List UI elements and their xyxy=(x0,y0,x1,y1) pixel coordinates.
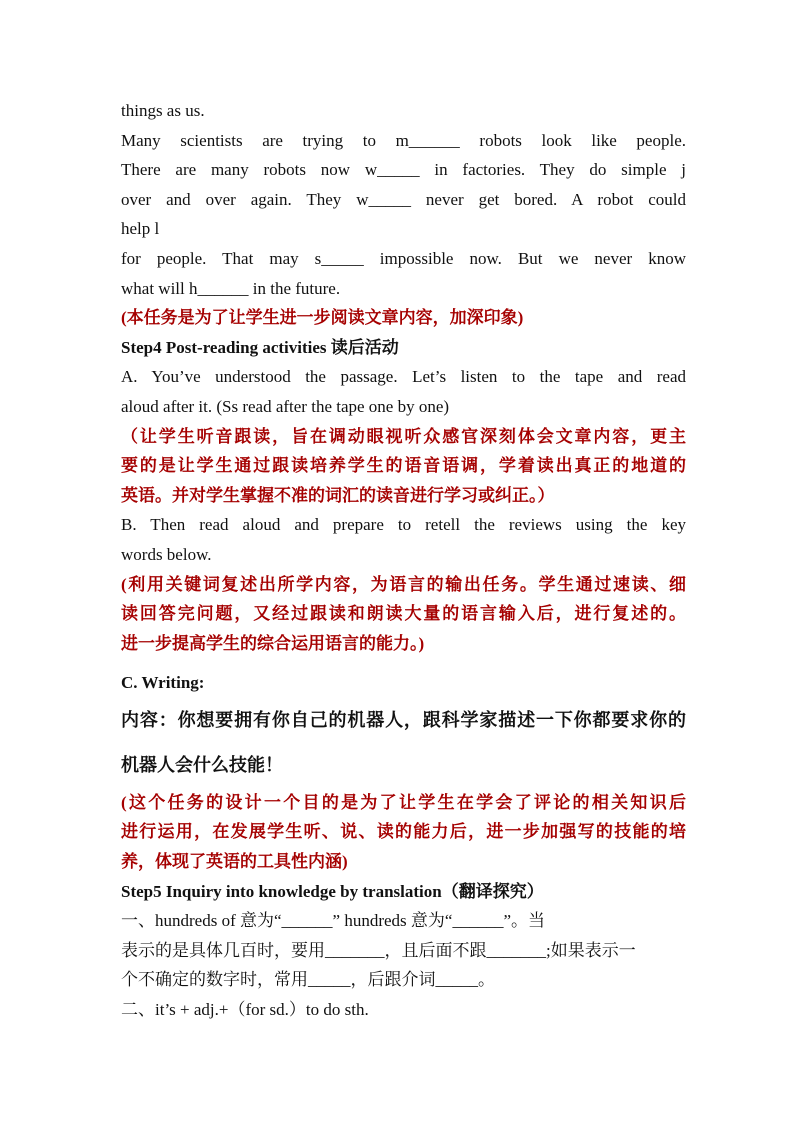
text-line: 个不确定的数字时，常用_____，后跟介词_____。 xyxy=(121,970,495,990)
text-line: 一、hundreds of 意为“______” hundreds 意为“______”。当 xyxy=(121,911,545,931)
teaching-note: （让学生听音跟读，旨在调动眼视听众感官深刻体会文章内容，更主 xyxy=(121,426,686,446)
text-line: things as us. xyxy=(121,101,205,120)
teaching-note: 英语。并对学生掌握不准的词汇的读音进行学习或纠正。） xyxy=(121,485,555,505)
text-line: what will h______ in the future. xyxy=(121,278,341,298)
teaching-note: 进行运用，在发展学生听、说、读的能力后，进一步加强写的技能的培 xyxy=(121,822,686,842)
text-line: words below. xyxy=(121,544,212,564)
text-line: over and over again. They w_____ never get bored. A robot could xyxy=(121,189,686,209)
step4-heading: Step4 Post-reading activities 读后活动 xyxy=(121,337,399,357)
text-line: aloud after it. (Ss read after the tape one by one) xyxy=(121,396,450,416)
teaching-note: (利用关键词复述出所学内容，为语言的输出任务。学生通过速读、细 xyxy=(121,574,686,594)
text-line: There are many robots now w_____ in factories. They do simple j xyxy=(121,160,686,180)
writing-heading: C. Writing: xyxy=(121,673,205,693)
teaching-note: 进一步提高学生的综合运用语言的能力。) xyxy=(121,633,425,653)
text-line: for people. That may s_____ impossible now. But we never know xyxy=(121,248,686,268)
teaching-note: (这个任务的设计一个目的是为了让学生在学会了评论的相关知识后 xyxy=(121,792,686,812)
text-line: 表示的是具体几百时，要用_______，且后面不跟_______;如果表示一 xyxy=(121,940,636,960)
text-line: 二、it’s + adj.+（for sd.）to do sth. xyxy=(121,1000,369,1020)
text-line: B. Then read aloud and prepare to retell the reviews using the key xyxy=(121,515,686,535)
teaching-note: 读回答完问题，又经过跟读和朗读大量的语言输入后，进行复述的。 xyxy=(121,604,686,624)
text-line: Many scientists are trying to m______ robots look like people. xyxy=(121,130,686,150)
writing-content: 机器人会什么技能！ xyxy=(121,754,283,775)
teaching-note: (本任务是为了让学生进一步阅读文章内容，加深印象) xyxy=(121,308,524,328)
teaching-note: 要的是让学生通过跟读培养学生的语音语调，学着读出真正的地道的 xyxy=(121,456,686,476)
text-line: A. You’ve understood the passage. Let’s listen to the tape and read xyxy=(121,367,686,387)
writing-content: 内容：你想要拥有你自己的机器人，跟科学家描述一下你都要求你的 xyxy=(121,709,686,730)
teaching-note: 养，体现了英语的工具性内涵) xyxy=(121,852,348,872)
text-line: help l xyxy=(121,219,160,239)
document-page xyxy=(121,96,686,1025)
step5-heading: Step5 Inquiry into knowledge by translation（翻译探究） xyxy=(121,881,544,901)
